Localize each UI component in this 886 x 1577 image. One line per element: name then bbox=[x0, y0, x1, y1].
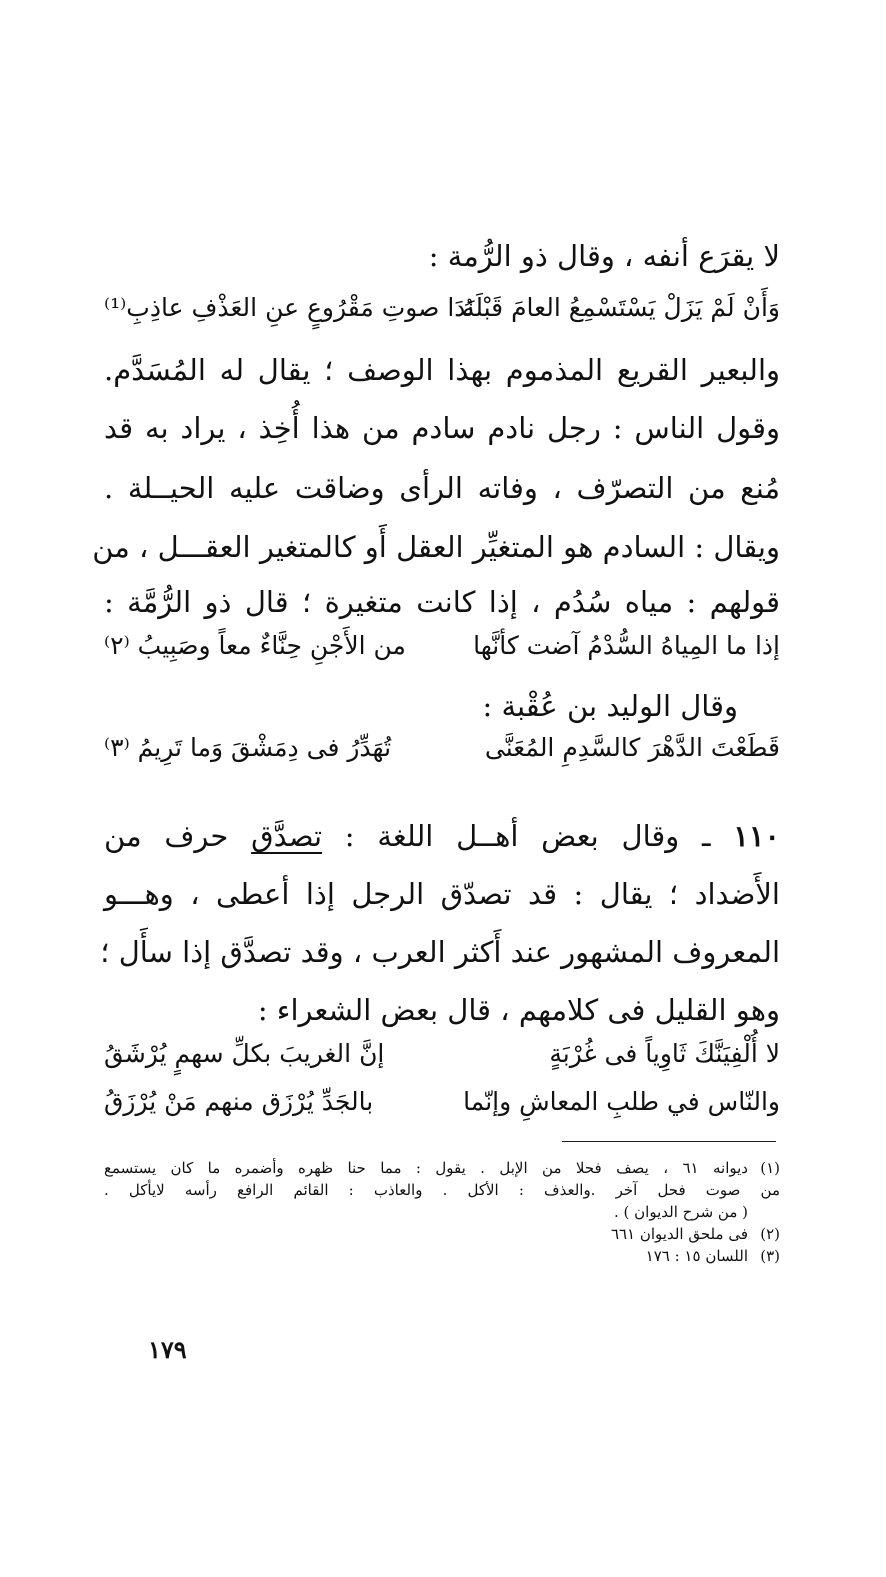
footnote-text: ( من شرح الديوان ) . bbox=[613, 1203, 748, 1221]
verse-hemistich-second: نَدَا صوتِ مَقْرُوعٍ عنِ العَذْفِ عاذِبِ⁽¹⁾ bbox=[104, 293, 475, 322]
page-number: ١٧٩ bbox=[148, 1335, 187, 1364]
headword: تصدَّق bbox=[251, 819, 323, 853]
footnote-marker: (١) bbox=[760, 1159, 780, 1177]
text-line: لا يقرَع أنفه ، وقال ذو الرُّمة : bbox=[428, 239, 780, 273]
footnote-marker: (٣) bbox=[760, 1247, 780, 1265]
entry-heading-line bbox=[104, 816, 780, 856]
footnote-marker: (٢) bbox=[760, 1225, 780, 1243]
verse-hemistich-first: إذا ما المِياهُ السُّدْمُ آضت كأنَّها bbox=[473, 631, 780, 660]
text-line: وقول الناس : رجل نادم سادم من هذا أُخِذ ، يراد به قد bbox=[104, 411, 780, 445]
text-line: مُنع من التصرّف ، وفاته الرأى وضاقت عليه الحيــلة . bbox=[104, 471, 780, 505]
footnote-separator bbox=[562, 1141, 776, 1142]
text-line: قولهم : مياه سُدُم ، إذا كانت متغيرة ؛ قال ذو الرُّمَّة : bbox=[104, 585, 780, 619]
verse-hemistich-first: لا أُلْفِيَنَّكَ ثَاوِياً فى غُرْبَةٍ bbox=[549, 1039, 780, 1068]
entry-text: حرف من bbox=[104, 819, 252, 853]
verse-hemistich-second: إنَّ الغريبَ بكلِّ سهمٍ يُرْشَقُ bbox=[104, 1039, 385, 1068]
verse-line bbox=[104, 288, 780, 328]
verse-hemistich-second: بالجَدِّ يُرْزَق منهم مَنْ يُرْزَقُ bbox=[104, 1087, 374, 1116]
footnote-text: من صوت فحل آخر .والعذف : الأكل . والعاذب : القائم الرافع رأسه لايأكل . bbox=[104, 1181, 780, 1199]
verse-line bbox=[104, 1082, 780, 1122]
verse-hemistich-first: وَأَنْ لَمْ يَزَلْ يَسْتَسْمِعُ العامَ قَبْلَهُ bbox=[461, 293, 780, 322]
footnote bbox=[104, 1224, 780, 1245]
verse-line bbox=[104, 1034, 780, 1074]
text-line: والبعير القريع المذموم بهذا الوصف ؛ يقال له المُسَدَّم. bbox=[104, 353, 780, 387]
text-line: الأَضداد ؛ يقال : قد تصدّق الرجل إذا أعطى ، وهـــو bbox=[104, 877, 780, 911]
footnote-text: فى ملحق الديوان ٦٦١ bbox=[610, 1225, 748, 1243]
verse-hemistich-second: من الأَجْنِ حِنَّاءٌ معاً وصَبِيبُ ⁽٢⁾ bbox=[104, 631, 406, 660]
footnote-text: ديوانه ٦١ ، يصف فحلا من الإبل . يقول : مما حنا ظهره وأضمره ما كان يستسمع bbox=[104, 1159, 748, 1177]
footnote bbox=[104, 1158, 780, 1179]
verse-line bbox=[104, 728, 780, 768]
verse-hemistich-first: قَطَعْتَ الدَّهْرَ كالسَّدِمِ المُعَنَّى bbox=[484, 733, 780, 762]
text-line: وهو القليل فى كلامهم ، قال بعض الشعراء : bbox=[257, 993, 780, 1027]
text-line: المعروف المشهور عند أَكثر العرب ، وقد تصدَّق إذا سأَل ؛ bbox=[100, 935, 780, 969]
verse-line bbox=[104, 626, 780, 666]
verse-hemistich-first: والنّاس في طلبِ المعاشِ وإنّما bbox=[463, 1087, 780, 1116]
text-line: وقال الوليد بن عُقْبة : bbox=[482, 689, 738, 723]
entry-number: ١١٠ bbox=[733, 819, 780, 853]
footnote-text: اللسان ١٥ : ١٧٦ bbox=[645, 1247, 748, 1265]
text-line: ويقال : السادم هو المتغيِّر العقل أَو كالمتغير العقـــل ، من bbox=[92, 530, 780, 564]
footnote bbox=[104, 1246, 780, 1267]
entry-text: ـ وقال بعض أهــل اللغة : bbox=[322, 819, 734, 853]
verse-hemistich-second: تُهَدِّرُ فى دِمَشْقَ وَما تَرِيمُ ⁽٣⁾ bbox=[104, 733, 392, 762]
